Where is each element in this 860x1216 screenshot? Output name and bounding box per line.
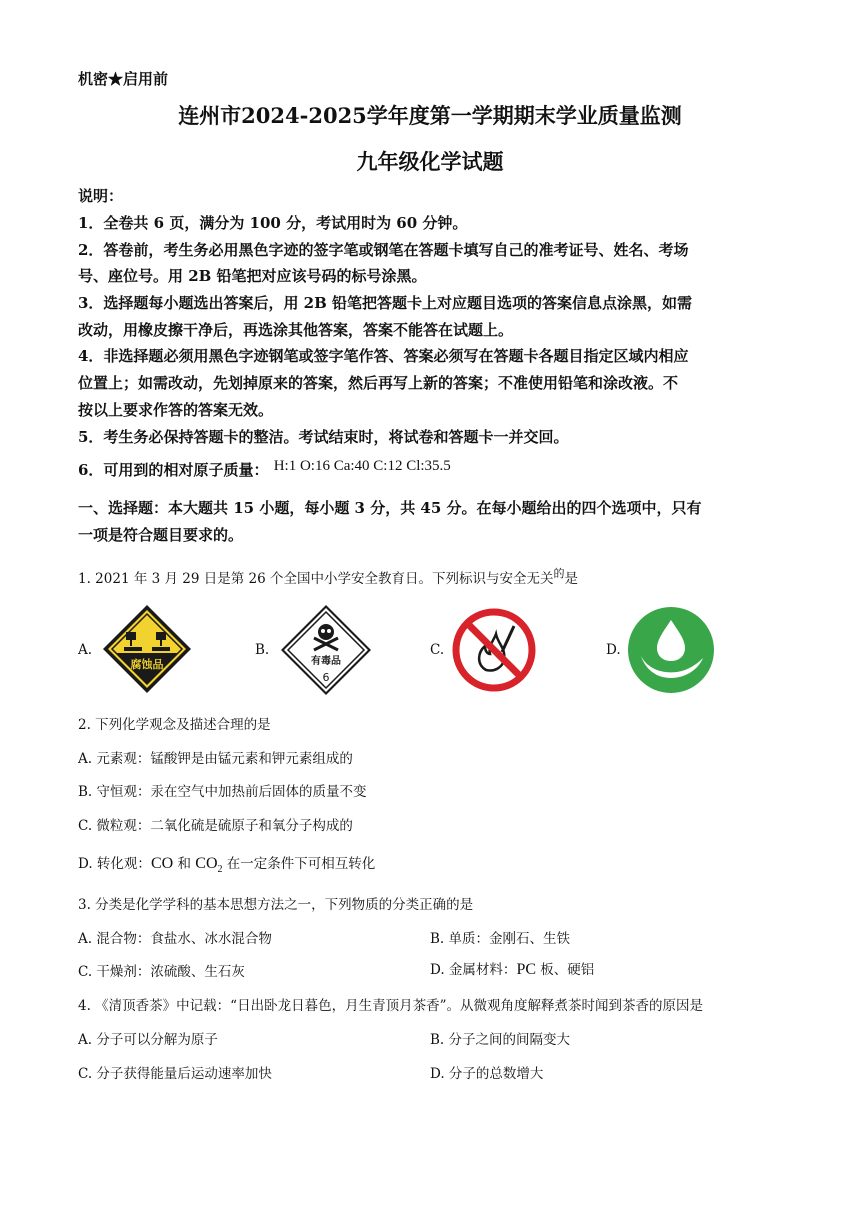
corrosive-sign-text: 腐蚀品 xyxy=(130,658,164,671)
formula-co2-base: CO xyxy=(195,855,218,872)
q4-option-d: D. 分子的总数增大 xyxy=(430,1066,544,1082)
q1-stem-sup: 的 xyxy=(553,567,565,580)
instruction-5: 5．考生务必保持答题卡的整洁。考试结束时，将试卷和答题卡一并交回。 xyxy=(78,428,569,446)
instruction-2: 2．答卷前，考生务必用黑色字迹的签字笔或钢笔在答题卡填写自己的准考证号、姓名、考场 xyxy=(78,241,689,259)
q2-stem: 2. 下列化学观念及描述合理的是 xyxy=(78,717,271,733)
q1-stem-text: 1. 2021 年 3 月 29 日是第 26 个全国中小学安全教育日。下列标识与安全无关 xyxy=(78,571,554,587)
q1-option-a-label: A. xyxy=(78,642,93,658)
q4-option-c: C. 分子获得能量后运动速率加快 xyxy=(78,1066,272,1082)
q3-option-d xyxy=(430,961,594,979)
instruction-4: 4．非选择题必须用黑色字迹钢笔或签字笔作答、答案必须写在答题卡各题目指定区域内相应 xyxy=(78,347,689,365)
q3-option-c: C. 干燥剂：浓硫酸、生石灰 xyxy=(78,964,245,980)
atomic-masses: H:1 O:16 Ca:40 C:12 Cl:35.5 xyxy=(273,458,451,474)
instructions-heading: 说明： xyxy=(78,187,124,205)
q2-option-a: A. 元素观：锰酸钾是由锰元素和钾元素组成的 xyxy=(78,751,353,767)
instruction-4-cont2: 按以上要求作答的答案无效。 xyxy=(78,401,274,419)
instruction-1: 1．全卷共 6 页，满分为 100 分，考试用时为 60 分钟。 xyxy=(78,214,468,232)
q2-option-b: B. 守恒观：汞在空气中加热前后固体的质量不变 xyxy=(78,784,367,800)
formula-co2-sub: 2 xyxy=(217,864,223,876)
instruction-2-cont: 号、座位号。用 2B 铅笔把对应该号码的标号涂黑。 xyxy=(78,267,427,285)
q1-option-d-label: D. xyxy=(606,642,621,658)
q2-option-d-and: 和 xyxy=(173,856,196,872)
q3-option-b: B. 单质：金刚石、生铁 xyxy=(430,931,571,947)
instruction-6 xyxy=(78,460,451,481)
q3-option-d-suffix: 板、硬铝 xyxy=(536,962,595,978)
q4-option-a: A. 分子可以分解为原子 xyxy=(78,1032,218,1048)
q3-option-d-prefix: D. 金属材料： xyxy=(430,962,517,978)
water-saving-sign-icon xyxy=(627,606,715,694)
toxic-sign-icon xyxy=(280,604,372,696)
no-fire-sign-icon xyxy=(452,608,536,692)
q1-stem xyxy=(78,565,578,588)
formula-co2 xyxy=(195,855,223,876)
q4-stem: 4. 《清顶香茶》中记载：“日出卧龙日暮色，月生青顶月茶香”。从微观角度解释煮茶时闻到茶香的原因是 xyxy=(78,998,703,1014)
pc-material: PC xyxy=(516,961,537,978)
instruction-3: 3．选择题每小题选出答案后，用 2B 铅笔把答题卡上对应题目选项的答案信息点涂黑，如需 xyxy=(78,294,693,312)
instruction-4-cont: 位置上；如需改动，先划掉原来的答案，然后再写上新的答案；不准使用铅笔和涂改液。不 xyxy=(78,374,679,392)
corrosive-sign-icon xyxy=(102,604,192,694)
section1-heading-cont: 一项是符合题目要求的。 xyxy=(78,526,244,544)
q2-option-c: C. 微粒观：二氧化硫是硫原子和氧分子构成的 xyxy=(78,818,353,834)
q1-option-b-label: B. xyxy=(255,642,270,658)
formula-co: CO xyxy=(150,855,174,872)
instruction-3-cont: 改动，用橡皮擦干净后，再选涂其他答案，答案不能答在试题上。 xyxy=(78,321,514,339)
q2-option-d xyxy=(78,855,375,879)
confidential-mark: 机密★启用前 xyxy=(78,70,169,88)
section1-heading: 一、选择题：本大题共 15 小题，每小题 3 分，共 45 分。在每小题给出的四个选项中，只有 xyxy=(78,499,702,517)
toxic-sign-text: 有毒品 xyxy=(311,656,341,667)
q4-option-b: B. 分子之间的间隔变大 xyxy=(430,1032,571,1048)
q1-stem-end: 是 xyxy=(564,571,579,587)
toxic-sign-class: 6 xyxy=(322,671,330,684)
exam-title: 连州市2024-2025学年度第一学期期末学业质量监测 xyxy=(178,103,682,128)
exam-subtitle: 九年级化学试题 xyxy=(356,149,504,174)
q3-option-a: A. 混合物：食盐水、冰水混合物 xyxy=(78,931,272,947)
q2-option-d-suffix: 在一定条件下可相互转化 xyxy=(222,856,376,872)
q1-option-c-label: C. xyxy=(430,642,445,658)
instruction-6-label: 6．可用到的相对原子质量： xyxy=(78,461,269,479)
q3-stem: 3. 分类是化学学科的基本思想方法之一，下列物质的分类正确的是 xyxy=(78,897,474,913)
q2-option-d-prefix: D. 转化观： xyxy=(78,856,151,872)
